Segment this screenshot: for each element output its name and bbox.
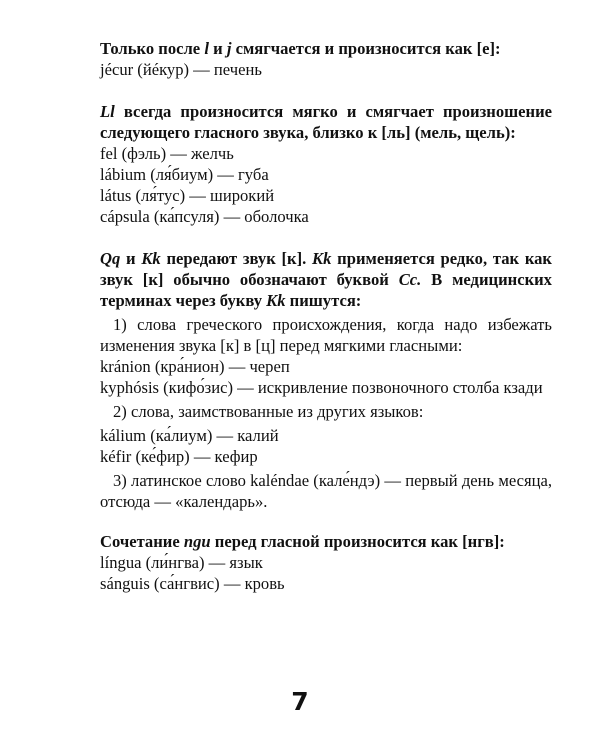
- example-line: fel (фэль) — желчь: [100, 144, 234, 163]
- combination-ngu: ngu: [183, 532, 211, 551]
- example-line: cápsula (ка́псуля) — оболочка: [100, 207, 309, 226]
- example-line: kálium (ка́лиум) — калий: [100, 426, 279, 445]
- example-line: kránion (кра́нион) — череп: [100, 357, 290, 376]
- list-item-kalendae: 3) латинское слово kaléndae (кале́ндэ) — первый день месяца, отсюда — «календарь».: [100, 471, 552, 511]
- list-item-borrowed-words: 2) слова, заимствованные из других языков:: [113, 402, 424, 421]
- example-line: kyphósis (кифо́зис) — искривление позвоночного столба кзади: [100, 378, 543, 397]
- letter-j: j: [226, 39, 232, 58]
- letter-l: l: [204, 39, 209, 58]
- letter-ll: Ll: [100, 102, 115, 121]
- example-line: sánguis (са́нгвис) — кровь: [100, 574, 285, 593]
- example-line: kéfir (ке́фир) — кефир: [100, 447, 258, 466]
- section-heading-e-softening: Только после l и j смягчается и произносится как [е]:: [100, 39, 501, 58]
- page-number: 7: [291, 687, 309, 716]
- section-heading-ngu: Сочетание ngu перед гласной произносится как [нгв]:: [100, 532, 505, 551]
- example-line: látus (ля́тус) — широкий: [100, 186, 275, 205]
- list-item-greek-words: 1) слова греческого происхождения, когда надо избежать изменения звука [к] в [ц] перед мягкими гласными:: [100, 315, 552, 355]
- section-heading-ll: Ll всегда произносится мягко и смягчает произношение следующего гласного звука, близко к [ль] (мель, щель):: [100, 102, 552, 142]
- page-content: [100, 38, 552, 594]
- example-line: jécur (йéкур) — печень: [100, 60, 262, 79]
- example-line: lábium (ля́биум) — губа: [100, 165, 269, 184]
- example-line: língua (ли́нгва) — язык: [100, 553, 263, 572]
- section-heading-qq-kk: Qq и Kk передают звук [к]. Kk применяется редко, так как звук [к] обычно обозначают буквой Cc. В медицинских терминах через букву Kk пишутся:: [100, 249, 552, 310]
